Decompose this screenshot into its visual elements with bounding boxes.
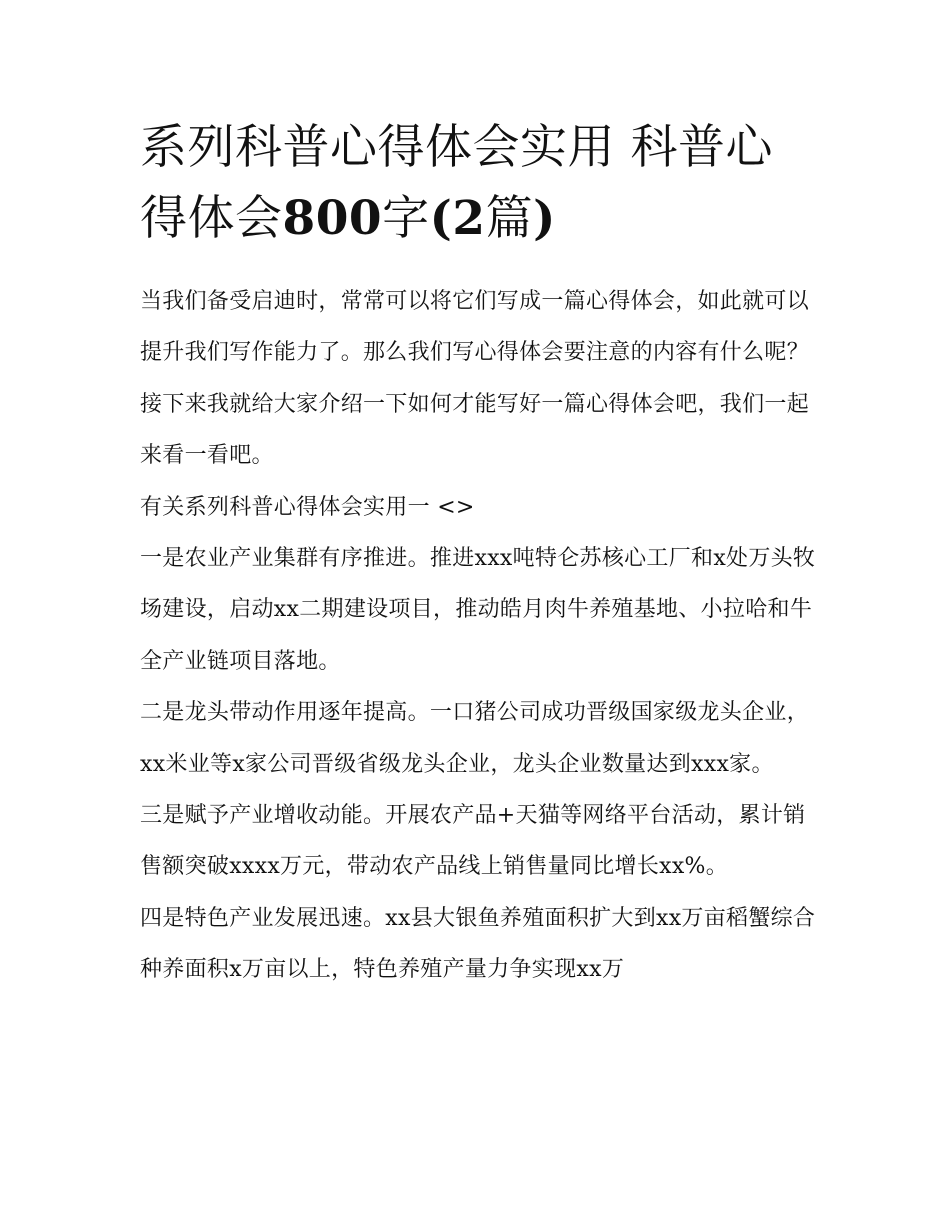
- body-paragraph: 一是农业产业集群有序推进。推进xxx吨特仑苏核心工厂和x处万头牧场建设，启动xx二期建设项目，推动皓月肉牛养殖基地、小拉哈和牛全产业链项目落地。: [140, 546, 816, 674]
- body-paragraph: 四是特色产业发展迅速。xx县大银鱼养殖面积扩大到xx万亩稻蟹综合种养面积x万亩以上，特色养殖产量力争实现xx万: [140, 905, 816, 983]
- section-heading: 有关系列科普心得体会实用一 <>: [140, 494, 475, 520]
- body-paragraph: 二是龙头带动作用逐年提高。一口猪公司成功晋级国家级龙头企业，xx米业等x家公司晋级省级龙头企业，龙头企业数量达到xxx家。: [140, 700, 810, 777]
- intro-paragraph: 当我们备受启迪时，常常可以将它们写成一篇心得体会，如此就可以提升我们写作能力了。那么我们写心得体会要注意的内容有什么呢？接下来我就给大家介绍一下如何才能写好一篇心得体会吧，我们一起来看一看吧。: [140, 289, 810, 469]
- body-paragraph: 三是赋予产业增收动能。开展农产品+天猫等网络平台活动，累计销售额突破xxxx万元，带动农产品线上销售量同比增长xx%。: [140, 803, 806, 880]
- document-body: [140, 276, 816, 996]
- document-page: [140, 112, 816, 996]
- document-title: 系列科普心得体会实用 科普心得体会800字(2篇): [140, 120, 773, 246]
